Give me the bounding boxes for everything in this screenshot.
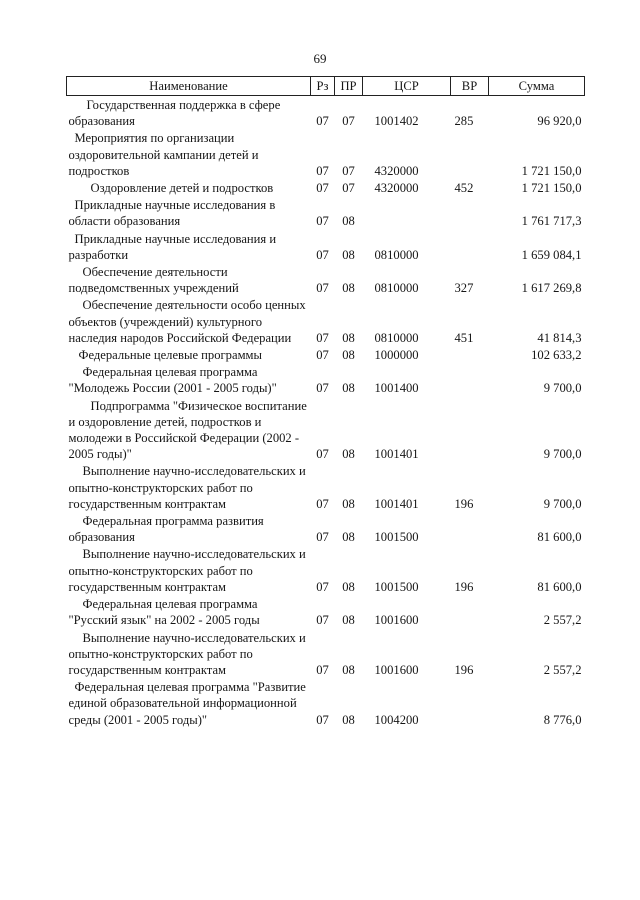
row-vr: 452 — [454, 181, 474, 196]
row-pr: 08 — [342, 579, 355, 594]
row-rz: 07 — [316, 530, 329, 545]
row-rz: 07 — [316, 447, 329, 462]
row-name: Обеспечение деятельности подведомственных учреждений — [68, 265, 239, 296]
row-vr: 285 — [454, 114, 474, 129]
row-pr: 08 — [342, 281, 355, 296]
table-row — [67, 346, 585, 363]
row-pr: 07 — [342, 114, 355, 129]
row-csr: 4320000 — [374, 181, 419, 196]
row-pr: 08 — [342, 348, 355, 363]
row-rz: 07 — [316, 330, 329, 345]
table-row — [67, 179, 585, 196]
row-sum: 2 557,2 — [543, 613, 582, 628]
header-rz: Рз — [311, 77, 335, 96]
row-sum: 2 557,2 — [543, 662, 582, 677]
header-sum: Сумма — [489, 77, 585, 96]
row-vr: 451 — [454, 330, 474, 345]
table-row — [67, 595, 585, 628]
row-rz: 07 — [316, 181, 329, 196]
table-row — [67, 462, 585, 512]
row-sum: 1 617 269,8 — [521, 281, 582, 296]
row-name: Федеральная целевая программа "Развитие единой образовательной информационной среды (2001 - 2005 годы)" — [68, 680, 306, 727]
header-vr: ВР — [451, 77, 489, 96]
row-name: Федеральная программа развития образования — [68, 514, 264, 545]
row-pr: 08 — [342, 613, 355, 628]
row-rz: 07 — [316, 163, 329, 178]
header-name: Наименование — [67, 77, 311, 96]
row-csr: 0810000 — [374, 281, 419, 296]
row-csr: 1001600 — [374, 662, 419, 677]
row-vr: 196 — [454, 662, 474, 677]
row-sum: 9 700,0 — [543, 381, 582, 396]
table-header — [67, 77, 585, 96]
row-csr — [363, 196, 451, 229]
row-rz: 07 — [316, 214, 329, 229]
row-name: Прикладные научные исследования в области образования — [68, 198, 276, 229]
page-number: 69 — [313, 51, 327, 66]
row-name: Государственная поддержка в сфере образования — [68, 98, 281, 129]
row-name: Оздоровление детей и подростков — [90, 181, 274, 196]
row-vr — [451, 678, 489, 728]
row-name: Федеральная целевая программа "Молодежь России (2001 - 2005 годы)" — [68, 365, 277, 396]
row-sum: 96 920,0 — [537, 114, 582, 129]
row-sum: 1 659 084,1 — [521, 247, 582, 262]
row-csr: 1000000 — [374, 348, 419, 363]
table-row — [67, 512, 585, 545]
header-pr: ПР — [335, 77, 363, 96]
row-vr: 196 — [454, 579, 474, 594]
row-sum: 41 814,3 — [537, 330, 582, 345]
row-rz: 07 — [316, 114, 329, 129]
row-pr: 08 — [342, 662, 355, 677]
table-row — [67, 629, 585, 679]
table-row — [67, 397, 585, 463]
row-rz: 07 — [316, 712, 329, 727]
row-csr: 0810000 — [374, 247, 419, 262]
row-vr — [451, 363, 489, 396]
row-sum: 8 776,0 — [543, 712, 582, 727]
row-rz: 07 — [316, 579, 329, 594]
row-pr: 08 — [342, 712, 355, 727]
row-vr — [451, 512, 489, 545]
budget-table — [66, 76, 585, 728]
row-vr — [451, 397, 489, 463]
row-pr: 07 — [342, 163, 355, 178]
row-rz: 07 — [316, 496, 329, 511]
row-rz: 07 — [316, 247, 329, 262]
row-csr: 1001402 — [374, 114, 419, 129]
row-csr: 1001500 — [374, 579, 419, 594]
row-csr: 1001401 — [374, 447, 419, 462]
row-name: Выполнение научно-исследовательских и опытно-конструкторских работ по государственным контрактам — [68, 547, 306, 594]
row-vr — [451, 196, 489, 229]
row-csr: 1001400 — [374, 381, 419, 396]
row-csr: 1004200 — [374, 712, 419, 727]
row-pr: 08 — [342, 330, 355, 345]
row-name: Мероприятия по организации оздоровительной кампании детей и подростков — [68, 131, 259, 178]
row-name: Обеспечение деятельности особо ценных объектов (учреждений) культурного наследия народов Российской Федерации — [68, 298, 306, 345]
row-sum: 9 700,0 — [543, 447, 582, 462]
row-pr: 08 — [342, 381, 355, 396]
row-sum: 9 700,0 — [543, 496, 582, 511]
row-sum: 1 721 150,0 — [521, 163, 582, 178]
row-rz: 07 — [316, 662, 329, 677]
table-row — [67, 230, 585, 263]
row-sum: 1 761 717,3 — [521, 214, 582, 229]
row-sum: 1 721 150,0 — [521, 181, 582, 196]
row-vr — [451, 129, 489, 179]
row-csr: 1001401 — [374, 496, 419, 511]
row-name: Федеральная целевая программа "Русский язык" на 2002 - 2005 годы — [68, 597, 260, 628]
row-name: Выполнение научно-исследовательских и опытно-конструкторских работ по государственным контрактам — [68, 630, 306, 677]
row-name: Прикладные научные исследования и разработки — [68, 231, 277, 262]
table-row — [67, 129, 585, 179]
row-csr: 4320000 — [374, 163, 419, 178]
row-rz: 07 — [316, 613, 329, 628]
row-pr: 08 — [342, 530, 355, 545]
row-vr — [451, 595, 489, 628]
row-sum: 81 600,0 — [537, 579, 582, 594]
table-row — [67, 363, 585, 396]
row-name: Выполнение научно-исследовательских и опытно-конструкторских работ по государственным контрактам — [68, 464, 306, 511]
header-csr: ЦСР — [363, 77, 451, 96]
table-row — [67, 196, 585, 229]
table-row — [67, 545, 585, 595]
row-name: Федеральные целевые программы — [78, 348, 262, 363]
row-vr: 196 — [454, 496, 474, 511]
row-rz: 07 — [316, 381, 329, 396]
table-body — [67, 96, 585, 728]
row-vr: 327 — [454, 281, 474, 296]
row-csr: 1001600 — [374, 613, 419, 628]
table-row — [67, 263, 585, 296]
row-rz: 07 — [316, 348, 329, 363]
row-vr — [451, 346, 489, 363]
row-pr: 07 — [342, 181, 355, 196]
row-pr: 08 — [342, 247, 355, 262]
row-vr — [451, 230, 489, 263]
table-row — [67, 296, 585, 346]
row-sum: 81 600,0 — [537, 530, 582, 545]
row-csr: 0810000 — [374, 330, 419, 345]
row-csr: 1001500 — [374, 530, 419, 545]
row-pr: 08 — [342, 447, 355, 462]
row-name: Подпрограмма "Физическое воспитание и оздоровление детей, подростков и молодежи в Российской Федерации (2002 - 2005 годы)" — [68, 398, 307, 462]
row-pr: 08 — [342, 496, 355, 511]
row-sum: 102 633,2 — [531, 348, 582, 363]
table-row — [67, 96, 585, 130]
row-pr: 08 — [342, 214, 355, 229]
row-rz: 07 — [316, 281, 329, 296]
table-row — [67, 678, 585, 728]
